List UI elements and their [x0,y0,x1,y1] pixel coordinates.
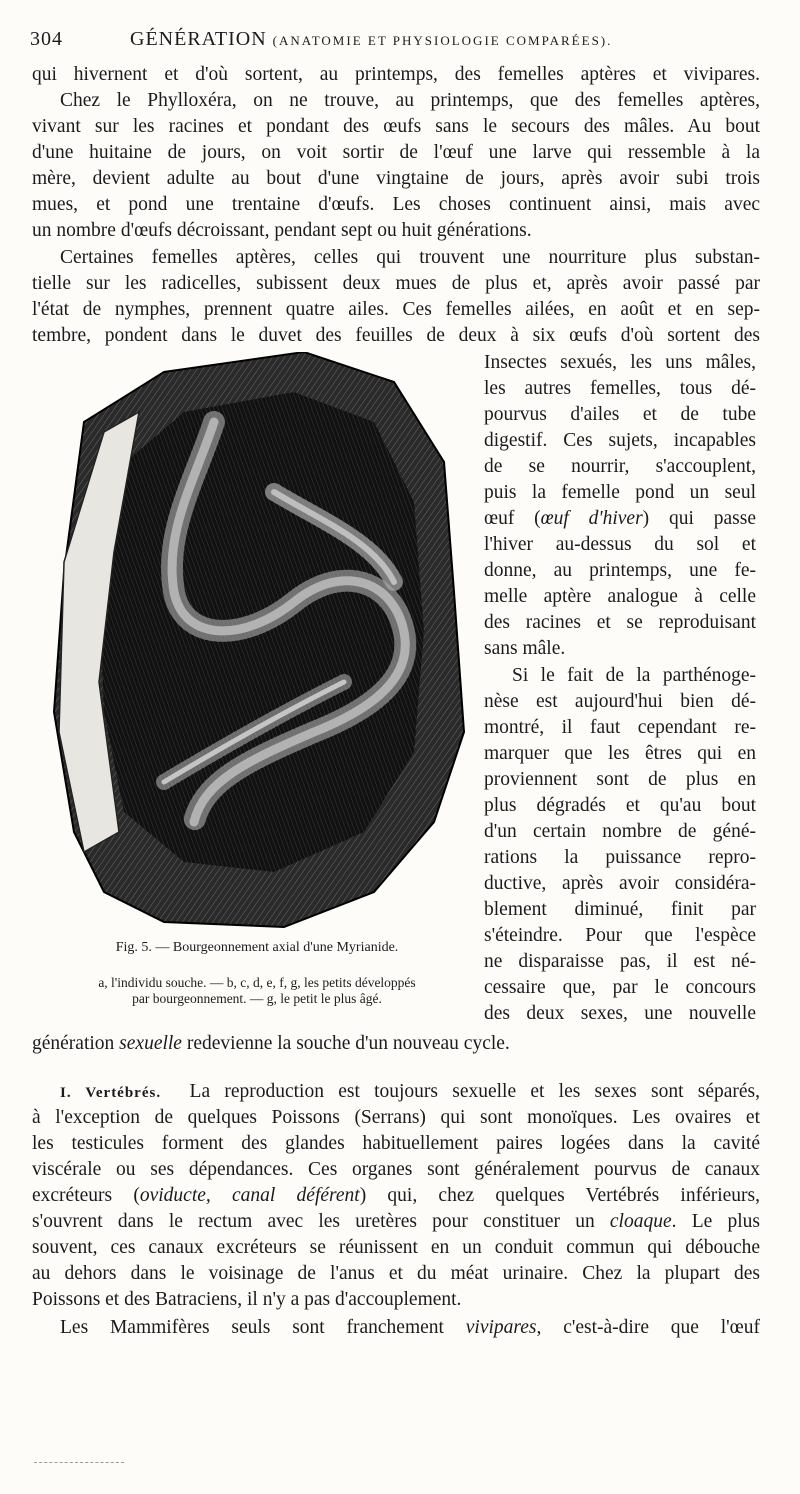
text-line: œuf (œuf d'hiver) qui passe [484,508,756,529]
text-line: des deux sexes, une nouvelle [484,1003,756,1024]
text-line: pourvus d'ailes et de tube [484,404,756,425]
text-line: génération sexuelle redevienne la souche d'un nouveau cycle. [32,1033,510,1054]
footer-rule [34,1462,124,1463]
figure-legend-line: a, l'individu souche. — b, c, d, e, f, g, les petits développés [98,975,416,990]
text-line: au dehors dans le voisinage de l'anus et du méat urinaire. Chez la plupart des [32,1263,760,1284]
text-line: digestif. Ces sujets, incapables [484,430,756,451]
text-line: mère, devient adulte au bout d'une vingtaine de jours, après avoir subi trois [32,168,760,189]
running-header [30,28,770,56]
text-line: souvent, ces canaux excréteurs se réunissent en un conduit commun qui débouche [32,1237,760,1258]
text-line: puis la femelle pond un seul [484,482,756,503]
text-line: montré, il faut cependant re- [484,717,756,738]
text-line: un nombre d'œufs décroissant, pendant sept ou huit générations. [32,220,532,241]
myrianide-figure [44,352,468,934]
header-subtitle: (ANATOMIE ET PHYSIOLOGIE COMPARÉES). [272,33,613,48]
text-line: d'une huitaine de jours, on voit sortir de l'œuf une larve qui ressemble à la [32,142,760,163]
text-line: de se nourrir, s'accouplent, [484,456,756,477]
text-line: melle aptère analogue à celle [484,586,756,607]
text-line: à l'exception de quelques Poissons (Serrans) qui sont monoïques. Les ovaires et [32,1107,760,1128]
section-first-line: I. Vertébrés. La reproduction est toujours sexuelle et les sexes sont séparés, [60,1081,760,1102]
text-line: Insectes sexués, les uns mâles, [484,352,756,373]
text-line: cessaire que, par le concours [484,977,756,998]
text-line: mues, et pond une trentaine d'œufs. Les choses continuent ainsi, mais avec [32,194,760,215]
text-line: vivant sur les racines et pondant des œufs sans le secours des mâles. Au bout [32,116,760,137]
text-line: s'ouvrent dans le rectum avec les uretères pour constituer un cloaque. Le plus [32,1211,760,1232]
text-line: tielle sur les radicelles, subissent deux mues de plus et, après avoir passé par [32,273,760,294]
text-line: marquer que les êtres qui en [484,743,756,764]
text-line: qui hivernent et d'où sortent, au printemps, des femelles aptères et vivipares. [32,64,760,85]
text-line: Poissons et des Batraciens, il n'y a pas d'accouplement. [32,1289,462,1310]
text-line: rations la puissance repro- [484,847,756,868]
text-line: l'hiver au-dessus du sol et [484,534,756,555]
text-line: des racines et se reproduisant [484,612,756,633]
text-line: s'éteindre. Pour que l'espèce [484,925,756,946]
text-line: blement diminué, finit par [484,899,756,920]
header-title: GÉNÉRATION (ANATOMIE ET PHYSIOLOGIE COMPARÉES). [130,28,613,50]
text-line: viscérale ou ses dépendances. Ces organes sont généralement pourvus de canaux [32,1159,760,1180]
page-number: 304 [30,28,63,50]
text-line: d'un certain nombre de géné- [484,821,756,842]
text-line: Chez le Phylloxéra, on ne trouve, au printemps, que des femelles aptères, [60,90,760,111]
text-line: plus dégradés et qu'au bout [484,795,756,816]
figure-legend [42,975,472,1007]
text-line: l'état de nymphes, prennent quatre ailes. Ces femelles ailées, en août et en sep- [32,299,760,320]
text-line: nèse est aujourd'hui bien dé- [484,691,756,712]
figure-caption: Fig. 5. — Bourgeonnement axial d'une Myrianide. [115,940,399,955]
text-line: proviennent sont de plus en [484,769,756,790]
figure-legend-line: par bourgeonnement. — g, le petit le plus âgé. [132,991,382,1006]
text-line: les testicules forment des glandes habituellement paires logées dans la cavité [32,1133,760,1154]
text-line: sans mâle. [484,638,566,659]
text-line: ne disparaisse pas, il est né- [484,951,756,972]
text-line: Certaines femelles aptères, celles qui trouvent une nourriture plus substan- [60,247,760,268]
text-line: excréteurs (oviducte, canal déférent) qui, chez quelques Vertébrés inférieurs, [32,1185,761,1206]
text-line: Les Mammifères seuls sont franchement vivipares, c'est-à-dire que l'œuf [60,1317,760,1338]
text-line: Si le fait de la parthénoge- [512,665,756,686]
section-heading: I. Vertébrés. [60,1085,162,1101]
text-line: ductive, après avoir considéra- [484,873,756,894]
text-line: donne, au printemps, une fe- [484,560,756,581]
text-line: tembre, pondent dans le duvet des feuilles de deux à six œufs d'où sortent des [32,325,760,346]
text-line: les autres femelles, tous dé- [484,378,756,399]
